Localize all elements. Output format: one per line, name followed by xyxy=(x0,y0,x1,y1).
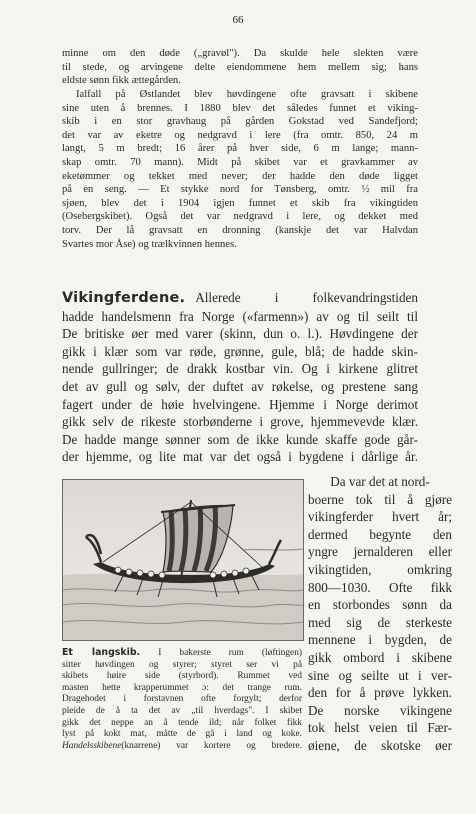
text-line: boerne tok til å gjøre xyxy=(308,491,452,507)
caption-line: sitter høvdingen og styrer; styret ser vi på xyxy=(62,659,302,670)
text-line: torv. Der lå gravsatt en dronning (kanskje det var Halvdan xyxy=(62,224,418,236)
text-line xyxy=(62,289,418,308)
caption-line: skibets høire side (styrbord). Rummet ved xyxy=(62,671,302,682)
text-line: fagert under de høie hvelvingene. Hjemme i Norge derimot xyxy=(62,396,418,412)
caption-line: Dragehodet i forstavnen ofte forgylt; derfor xyxy=(62,694,302,705)
text-line: 800—1030. Ofte fikk xyxy=(308,579,452,595)
text-line: skap omtr. 70 mann). Midt på skibet var et gravkammer av xyxy=(62,156,418,168)
text-line: det var av eketre og nedgravd i lere (fra omtr. 850, 24 m xyxy=(62,129,418,141)
text-line: vikingferder hvert år; xyxy=(308,509,452,525)
text-line: dermed begynte den xyxy=(308,526,452,542)
text-line: nende gullringer; de drakk kostbar vin. Og i kirkene glitret xyxy=(62,361,418,377)
text-line: Svartes mor Åse) og trælkvinnen hennes. xyxy=(62,238,237,250)
text-line: yngre jernalderen eller xyxy=(308,544,452,560)
text-line: Da var det at nord- xyxy=(330,474,430,489)
text-line: det av gull og sølv, der duftet av røkelse, og prestene sang xyxy=(62,378,418,394)
longship-drawing xyxy=(63,480,303,640)
text-line: med sig de sterkeste xyxy=(308,614,452,630)
caption-line: pleide de å ta det av „til hverdags". I skibet xyxy=(62,705,302,716)
sea xyxy=(63,574,303,640)
text-line: til stede, og arvingene delte eiendommene hem mellem sig; hans xyxy=(62,61,418,73)
section-heading: Vikingferdene. xyxy=(62,290,186,306)
text-line: gikk i klær som var røde, grønne, gule, blå; de hadde skin- xyxy=(62,343,418,359)
caption-line: masten hette krapperummet ɔ: det trange rum. xyxy=(62,682,302,693)
text-line: vikingtiden, omkring xyxy=(308,561,452,577)
text-line: eldste sønn fikk ættegården. xyxy=(62,75,181,87)
caption-line xyxy=(62,647,302,660)
text-line: langt, 5 m bredt; 16 årer på hver side, 6 m lange; mann- xyxy=(62,143,418,155)
text-line: der hjemme, og lite mat var det også i bygdene i dårlige år. xyxy=(62,449,418,465)
text-line: øiene, de skotske øer xyxy=(308,737,452,753)
caption-text: (knarrene) var kortere og bredere. xyxy=(121,740,302,751)
text-line: den for å prøve lykken. xyxy=(308,685,452,701)
text-line: eketømmer og tekket med never; der hadde den døde ligget xyxy=(62,170,418,182)
text-line: gikk selv de rikeste storbønderne i grove, hjemmevevde klær. xyxy=(62,414,418,430)
gokstad-paragraph xyxy=(62,88,418,251)
text-line: sine og seilte ut i ver- xyxy=(308,667,452,683)
text-line: Allerede i folkevandringstiden xyxy=(195,290,418,305)
page-number: 66 xyxy=(232,14,244,26)
caption-line xyxy=(62,741,302,753)
text-line: De hadde mange sønner som de ikke kunde skaffe gode går- xyxy=(62,431,418,447)
text-line: sine uten å brennes. I 1880 blev det således funnet et viking- xyxy=(62,102,418,114)
text-line: skib i en stor gravhaug på gården Gokstad ved Sandefjord; xyxy=(62,116,418,128)
text-line: tok helst veien til Fær- xyxy=(308,720,452,736)
text-line: en storbondes sønn da xyxy=(308,597,452,613)
caption-text: I bakerste rum (løftingen) xyxy=(158,648,303,658)
text-line: sjøen, blev det i 1904 igjen funnet et skib fra vikingtiden xyxy=(62,197,418,209)
longship-illustration xyxy=(62,479,304,641)
text-line: på en seng. — Et stykke nord for Tønsberg, omtr. ½ mil fra xyxy=(62,184,418,196)
caption-title: Et langskib. xyxy=(62,647,141,658)
caption-line: lyst på kokt mat, måtte de gå i land og koke. xyxy=(62,729,302,740)
intro-paragraph xyxy=(62,47,418,88)
caption-italic: Handelsskibene xyxy=(62,740,122,751)
text-line: Ialfall på Østlandet blev høvdingene ofte gravsatt i skibene xyxy=(76,89,418,100)
text-line: De norske vikingene xyxy=(308,702,452,718)
text-line: gikk ombord i skibene xyxy=(308,649,452,665)
caption-line: gikk det neppe an å tende ild; når folket fikk xyxy=(62,717,302,728)
text-line: hadde handelsmenn fra Norge («farmenn») av og til seilt til xyxy=(62,308,418,324)
figure-caption xyxy=(62,647,302,752)
right-column-text xyxy=(308,473,452,755)
text-line: minne om den døde („gravøl"). Da skulde hele slekten være xyxy=(62,48,418,59)
vikingferdene-section xyxy=(62,289,418,466)
text-line: mennene i bygden, de xyxy=(308,632,452,648)
text-line: De britiske øer med varer (skinn, dun o. l.). Høvdingene der xyxy=(62,326,418,342)
text-line: (Osebergskibet). Også det var nedgravd i lere, og dekket med xyxy=(62,211,418,223)
